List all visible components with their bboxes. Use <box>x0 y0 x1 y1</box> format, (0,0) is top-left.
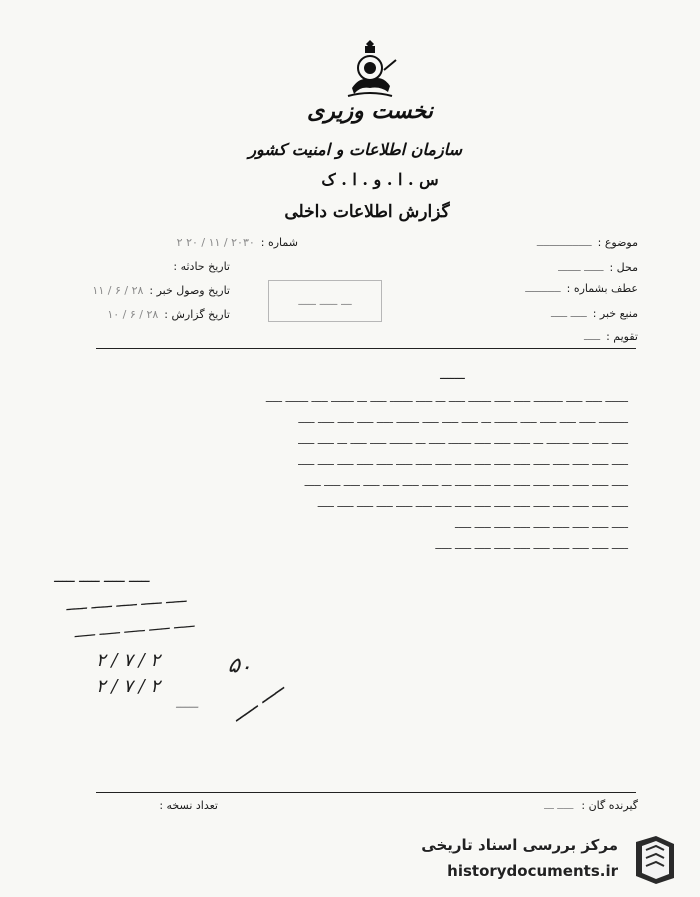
stamp-box: ـــ ـــــ ـــــ <box>268 280 382 322</box>
field-value: ۲۰۳۰ / ۱۱ / ۲۰ ۲ <box>176 236 255 249</box>
handwritten-note-line: ـــــ ـــــ ـــــ ـــــ ـــــ <box>65 589 187 615</box>
body-line: ـــــــ ـــــ ـــــ ـــــــــ ـــــ ـــــ ـــــــ ـــــ ـــ ـــــ ـــــــ ـــــ ـــ ـــــــ ـــــ ـــــــ ـــــ <box>265 392 628 405</box>
report-date-field <box>107 308 230 321</box>
field-label: تاریخ حادثه : <box>173 260 230 273</box>
watermark-title: مرکز بررسی اسناد تاریخی <box>421 836 618 854</box>
report-body <box>92 388 628 556</box>
organization-title: سازمان اطلاعات و امنیت کشور <box>248 140 462 159</box>
copies-field <box>151 799 218 812</box>
body-line: ـــــ ـــــ ـــــ ـــــ ـــــ ـــــ ـــــ ـــــ ـــــ ـــ ـــــ ـــــ ـــــ ـــــ ـــــ ـــــ ـــــ <box>304 476 628 489</box>
field-value: ۲۸ / ۶ / ۱۱ <box>92 284 144 297</box>
footer-label: تعداد نسخه : <box>159 799 218 812</box>
archive-watermark <box>420 832 690 888</box>
body-line: ـــــ ـــــ ـــــ ـــــ ـــــ ـــــ ـــــ ـــــ ـــــ ـــــ <box>435 539 628 552</box>
lion-sun-emblem-icon <box>340 40 400 102</box>
recipients-field <box>544 799 638 812</box>
handwritten-note-line: ـــــ ـــــ ـــــ ـــــ <box>54 570 150 586</box>
field-value: ــــــ ـــــــ <box>558 261 604 274</box>
body-line: ـــــ ـــــ ـــــ ـــــــ ـــ ـــــ ـــــ ـــــ ـــــــ ـــــ ـــ ـــــــ ـــــ ـــــ ـــ ـــــ ـــــ <box>298 434 628 447</box>
handwritten-signature: ـــــ ـــــ <box>227 675 288 726</box>
field-label: تقویم : <box>606 330 638 343</box>
body-line: ـــــــــ ـــــ ـــــ ـــــ ـــــ ـــــــ ـــ ـــــ ـــــ ـــــ ـــــــ ـــــ ـــــ ـــــ ـــــ ـــــ <box>298 413 628 426</box>
reference-field <box>525 282 638 295</box>
field-label: شماره : <box>260 236 298 249</box>
field-label: موضوع : <box>597 236 638 249</box>
evaluation-field <box>584 330 638 343</box>
handwritten-title-note: ـــــــ <box>440 368 465 382</box>
field-label: تاریخ گزارش : <box>164 308 230 321</box>
field-label: تاریخ وصول خبر : <box>149 284 230 297</box>
received-date-field <box>92 284 230 297</box>
watermark-url: historydocuments.ir <box>447 862 618 880</box>
location-field <box>558 261 638 274</box>
field-value: ـــــــــــــــــ <box>536 236 592 249</box>
report-type-title: گزارش اطلاعات داخلی <box>284 202 450 222</box>
handwritten-date: ۲ / ۷ / ۲ <box>96 650 161 671</box>
body-line: ـــــ ـــــ ـــــ ـــــ ـــــ ـــــ ـــــ ـــــ ـــــ <box>455 518 628 531</box>
ministry-title: نخست وزیری <box>307 98 433 124</box>
field-label: عطف بشماره : <box>566 282 638 295</box>
handwritten-note-line: ـــــ ـــــ ـــــ ـــــ ـــــ <box>73 614 195 642</box>
body-line: ـــــ ـــــ ـــــ ـــــ ـــــ ـــــ ـــــ ـــــ ـــــ ـــــ ـــــ ـــــ ـــــ ـــــ ـــــ ـــــ <box>317 497 628 510</box>
footer-value: ـــــ ـــ <box>544 799 574 812</box>
footer-label: گیرنده گان : <box>581 799 638 812</box>
field-value: ۲۸ / ۶ / ۱۰ <box>107 308 159 321</box>
number-field <box>177 236 298 249</box>
body-line: ـــــ ـــــ ـــــ ـــــ ـــــ ـــــ ـــــ ـــــ ـــــ ـــــ ـــــ ـــــ ـــــ ـــــ ـــــ ـــــ ـــــ <box>298 455 628 468</box>
header-divider <box>96 348 636 349</box>
field-label: محل : <box>609 261 638 274</box>
subject-field <box>537 236 638 249</box>
field-value: ـــــ ـــــ <box>550 307 587 320</box>
organization-code: س . ا . و . ا . ک <box>321 170 439 189</box>
handwritten-number: ۵۰ <box>226 652 254 681</box>
document-logo-icon <box>626 834 684 886</box>
footer-divider <box>96 792 636 793</box>
source-field <box>551 307 638 320</box>
handwritten-initials: ـــــ <box>176 694 198 712</box>
incident-date-field <box>167 260 230 273</box>
handwritten-date: ۲ / ۷ / ۲ <box>96 676 161 697</box>
field-value: ـــــــــــ <box>525 282 561 295</box>
field-value: ـــــ <box>583 330 601 343</box>
field-label: منبع خبر : <box>592 307 638 320</box>
